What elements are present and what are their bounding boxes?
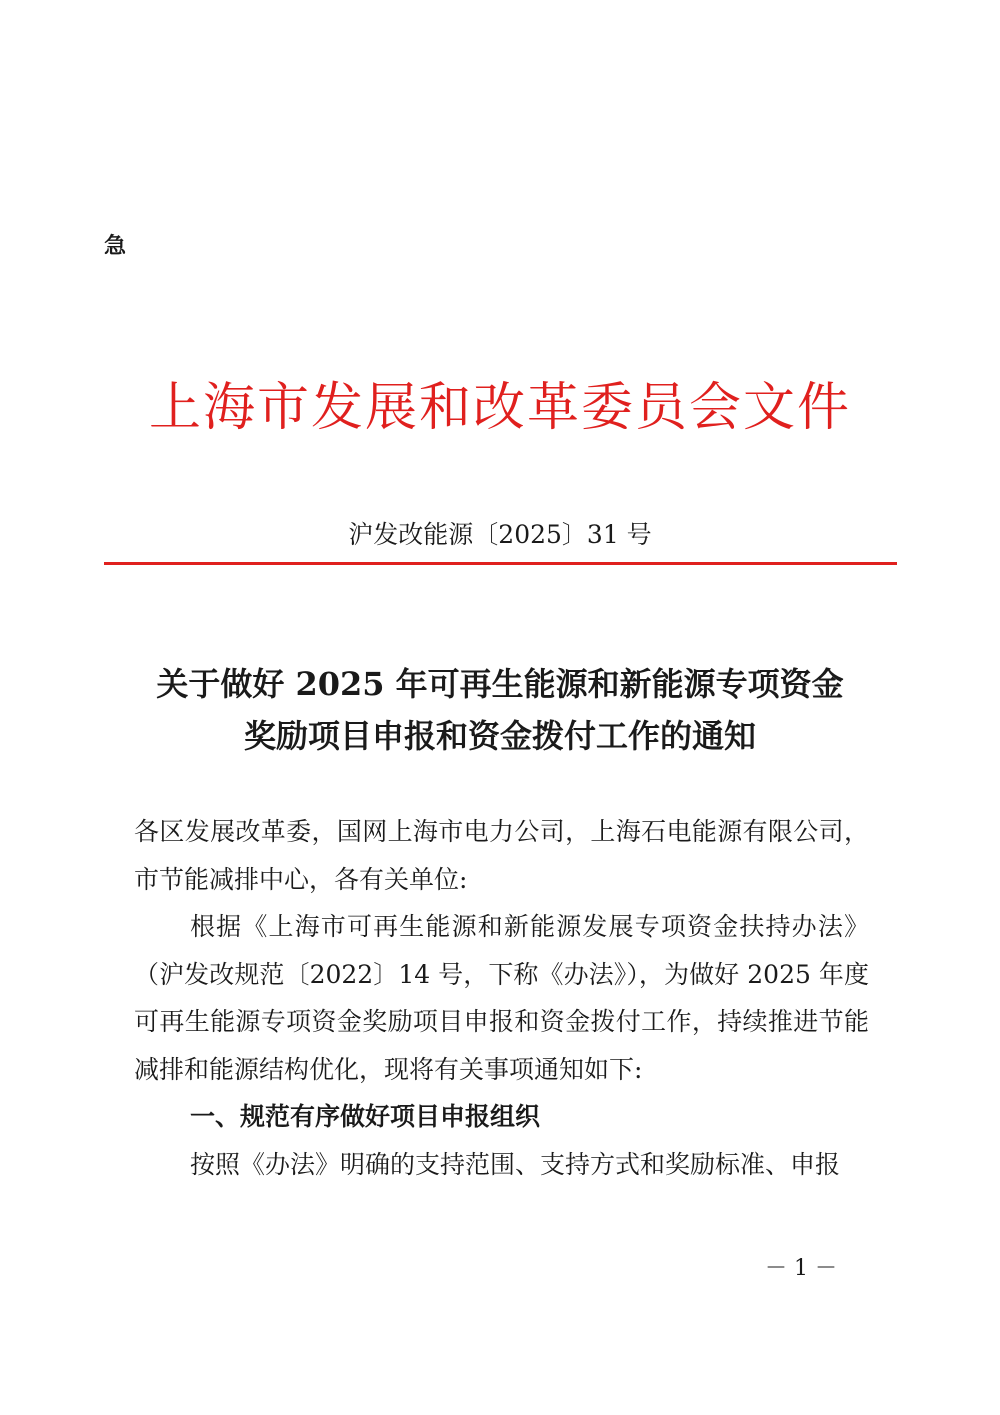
body-paragraph: 按照《办法》明确的支持范围、支持方式和奖励标准、申报 — [190, 1149, 841, 1179]
body-paragraph: 根据《上海市可再生能源和新能源发展专项资金扶持办法》（沪发改规范〔2022〕14 号，下称《办法》），为做好 2025 年度可再生能源专项资金奖励项目申报和资金拨付工作，持续推进节能减排和能源结构优化，现将有关事项通知如下: — [134, 912, 869, 1084]
document-number: 沪发改能源〔2025〕31 号 — [348, 520, 652, 549]
notice-title — [0, 658, 1000, 762]
notice-title-line-1: 关于做好 2025 年可再生能源和新能源专项资金 — [156, 665, 844, 703]
red-separator-line — [104, 562, 897, 565]
addressees: 各区发展改革委，国网上海市电力公司，上海石电能源有限公司，市节能减排中心，各有关单位: — [134, 817, 869, 894]
notice-title-line-2: 奖励项目申报和资金拨付工作的通知 — [243, 717, 756, 755]
section-heading: 一、规范有序做好项目申报组织 — [190, 1102, 541, 1131]
page-number: － 1 － — [765, 1256, 837, 1281]
document-body — [134, 808, 869, 1188]
urgency-marker: 急 — [104, 234, 127, 259]
issuing-authority-header: 上海市发展和改革委员会文件 — [148, 378, 851, 438]
